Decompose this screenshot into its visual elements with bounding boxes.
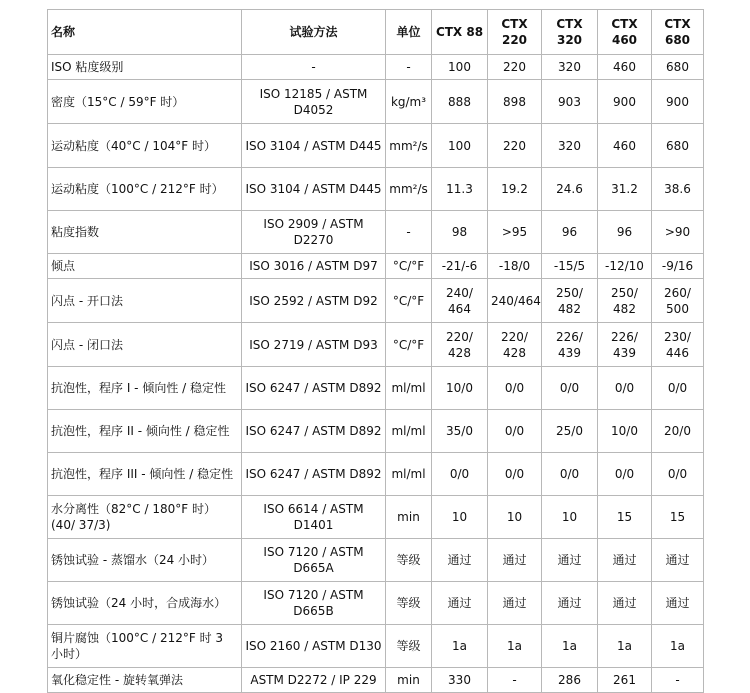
test-method: ISO 6247 / ASTM D892	[242, 410, 386, 453]
table-row	[48, 279, 704, 323]
value-ctx220: 220	[488, 55, 542, 80]
header-ctx460: CTX 460	[598, 10, 652, 55]
value-ctx320: 320	[542, 55, 598, 80]
unit-cell: °C/°F	[386, 323, 432, 367]
unit-cell: °C/°F	[386, 279, 432, 323]
value-ctx320: 24.6	[542, 168, 598, 211]
value-ctx220: 10	[488, 496, 542, 539]
value-ctx320: 0/0	[542, 453, 598, 496]
unit-cell: ml/ml	[386, 410, 432, 453]
value-ctx460: 250/ 482	[598, 279, 652, 323]
value-ctx680: 0/0	[652, 367, 704, 410]
table-row	[48, 211, 704, 254]
value-ctx220: 通过	[488, 539, 542, 582]
value-ctx460: 0/0	[598, 367, 652, 410]
value-ctx680: -9/16	[652, 254, 704, 279]
property-name: 闪点 - 开口法	[48, 279, 242, 323]
unit-cell: °C/°F	[386, 254, 432, 279]
table-row	[48, 367, 704, 410]
table-row	[48, 80, 704, 124]
value-ctx680: 0/0	[652, 453, 704, 496]
property-name: 倾点	[48, 254, 242, 279]
value-ctx680: 1a	[652, 625, 704, 668]
value-ctx88: 98	[432, 211, 488, 254]
value-ctx320: 250/ 482	[542, 279, 598, 323]
unit-cell: min	[386, 496, 432, 539]
test-method: ISO 7120 / ASTM D665A	[242, 539, 386, 582]
value-ctx88: 888	[432, 80, 488, 124]
header-ctx220: CTX 220	[488, 10, 542, 55]
value-ctx88: 11.3	[432, 168, 488, 211]
table-row	[48, 55, 704, 80]
value-ctx220: >95	[488, 211, 542, 254]
value-ctx320: -15/5	[542, 254, 598, 279]
unit-cell: kg/m³	[386, 80, 432, 124]
header-method: 试验方法	[242, 10, 386, 55]
value-ctx88: 通过	[432, 539, 488, 582]
value-ctx460: 96	[598, 211, 652, 254]
value-ctx680: 38.6	[652, 168, 704, 211]
value-ctx320: 10	[542, 496, 598, 539]
table-row	[48, 410, 704, 453]
value-ctx88: 100	[432, 55, 488, 80]
value-ctx460: 10/0	[598, 410, 652, 453]
value-ctx460: 261	[598, 668, 652, 693]
value-ctx88: 10/0	[432, 367, 488, 410]
value-ctx320: 226/ 439	[542, 323, 598, 367]
test-method: ISO 2160 / ASTM D130	[242, 625, 386, 668]
header-name: 名称	[48, 10, 242, 55]
table-row	[48, 668, 704, 693]
unit-cell: mm²/s	[386, 124, 432, 168]
test-method: ISO 3104 / ASTM D445	[242, 124, 386, 168]
unit-cell: 等级	[386, 539, 432, 582]
value-ctx220: -18/0	[488, 254, 542, 279]
value-ctx460: 0/0	[598, 453, 652, 496]
value-ctx460: 900	[598, 80, 652, 124]
test-method: ISO 2592 / ASTM D92	[242, 279, 386, 323]
unit-cell: ml/ml	[386, 453, 432, 496]
value-ctx88: -21/-6	[432, 254, 488, 279]
property-name: 水分离性（82°C / 180°F 时）(40/ 37/3)	[48, 496, 242, 539]
value-ctx320: 通过	[542, 539, 598, 582]
value-ctx220: -	[488, 668, 542, 693]
value-ctx460: -12/10	[598, 254, 652, 279]
value-ctx220: 898	[488, 80, 542, 124]
value-ctx680: >90	[652, 211, 704, 254]
test-method: ISO 6247 / ASTM D892	[242, 367, 386, 410]
table-row	[48, 453, 704, 496]
value-ctx680: 通过	[652, 582, 704, 625]
value-ctx88: 100	[432, 124, 488, 168]
property-name: 闪点 - 闭口法	[48, 323, 242, 367]
unit-cell: ml/ml	[386, 367, 432, 410]
property-name: 抗泡性，程序 III - 倾向性 / 稳定性	[48, 453, 242, 496]
spec-table	[47, 9, 704, 693]
value-ctx460: 226/ 439	[598, 323, 652, 367]
test-method: ISO 2719 / ASTM D93	[242, 323, 386, 367]
header-unit: 单位	[386, 10, 432, 55]
value-ctx460: 31.2	[598, 168, 652, 211]
value-ctx220: 0/0	[488, 367, 542, 410]
value-ctx320: 96	[542, 211, 598, 254]
header-ctx680: CTX 680	[652, 10, 704, 55]
value-ctx88: 240/ 464	[432, 279, 488, 323]
value-ctx320: 1a	[542, 625, 598, 668]
value-ctx680: 900	[652, 80, 704, 124]
value-ctx220: 0/0	[488, 410, 542, 453]
unit-cell: 等级	[386, 625, 432, 668]
test-method: -	[242, 55, 386, 80]
test-method: ISO 6614 / ASTM D1401	[242, 496, 386, 539]
test-method: ISO 6247 / ASTM D892	[242, 453, 386, 496]
test-method: ISO 3104 / ASTM D445	[242, 168, 386, 211]
property-name: 运动粘度（40°C / 104°F 时）	[48, 124, 242, 168]
value-ctx220: 0/0	[488, 453, 542, 496]
property-name: 铜片腐蚀（100°C / 212°F 时 3 小时）	[48, 625, 242, 668]
test-method: ISO 7120 / ASTM D665B	[242, 582, 386, 625]
value-ctx460: 15	[598, 496, 652, 539]
value-ctx680: 230/ 446	[652, 323, 704, 367]
value-ctx220: 通过	[488, 582, 542, 625]
property-name: 抗泡性，程序 I - 倾向性 / 稳定性	[48, 367, 242, 410]
property-name: 锈蚀试验 - 蒸馏水（24 小时）	[48, 539, 242, 582]
value-ctx680: 20/0	[652, 410, 704, 453]
value-ctx320: 0/0	[542, 367, 598, 410]
value-ctx680: 通过	[652, 539, 704, 582]
value-ctx320: 320	[542, 124, 598, 168]
value-ctx88: 0/0	[432, 453, 488, 496]
value-ctx460: 通过	[598, 582, 652, 625]
unit-cell: min	[386, 668, 432, 693]
table-row	[48, 124, 704, 168]
table-row	[48, 168, 704, 211]
property-name: 密度（15°C / 59°F 时）	[48, 80, 242, 124]
value-ctx220: 19.2	[488, 168, 542, 211]
table-row	[48, 254, 704, 279]
value-ctx460: 460	[598, 55, 652, 80]
value-ctx680: 680	[652, 55, 704, 80]
value-ctx220: 1a	[488, 625, 542, 668]
table-row	[48, 625, 704, 668]
unit-cell: mm²/s	[386, 168, 432, 211]
property-name: 氧化稳定性 - 旋转氧弹法	[48, 668, 242, 693]
value-ctx460: 460	[598, 124, 652, 168]
value-ctx680: 260/ 500	[652, 279, 704, 323]
value-ctx88: 330	[432, 668, 488, 693]
property-name: 抗泡性，程序 II - 倾向性 / 稳定性	[48, 410, 242, 453]
table-row	[48, 539, 704, 582]
test-method: ISO 2909 / ASTM D2270	[242, 211, 386, 254]
value-ctx320: 通过	[542, 582, 598, 625]
value-ctx88: 1a	[432, 625, 488, 668]
value-ctx88: 220/ 428	[432, 323, 488, 367]
value-ctx220: 220	[488, 124, 542, 168]
property-name: 粘度指数	[48, 211, 242, 254]
table-row	[48, 582, 704, 625]
value-ctx460: 1a	[598, 625, 652, 668]
value-ctx88: 10	[432, 496, 488, 539]
value-ctx320: 25/0	[542, 410, 598, 453]
property-name: 运动粘度（100°C / 212°F 时）	[48, 168, 242, 211]
value-ctx680: 15	[652, 496, 704, 539]
value-ctx220: 240/464	[488, 279, 542, 323]
table-row	[48, 323, 704, 367]
unit-cell: -	[386, 55, 432, 80]
value-ctx460: 通过	[598, 539, 652, 582]
unit-cell: 等级	[386, 582, 432, 625]
test-method: ISO 12185 / ASTM D4052	[242, 80, 386, 124]
value-ctx320: 286	[542, 668, 598, 693]
value-ctx320: 903	[542, 80, 598, 124]
test-method: ASTM D2272 / IP 229	[242, 668, 386, 693]
spec-table-container	[47, 9, 704, 693]
value-ctx680: 680	[652, 124, 704, 168]
unit-cell: -	[386, 211, 432, 254]
value-ctx220: 220/ 428	[488, 323, 542, 367]
property-name: ISO 粘度级别	[48, 55, 242, 80]
value-ctx680: -	[652, 668, 704, 693]
header-ctx88: CTX 88	[432, 10, 488, 55]
table-row	[48, 496, 704, 539]
value-ctx88: 35/0	[432, 410, 488, 453]
property-name: 锈蚀试验（24 小时，合成海水）	[48, 582, 242, 625]
test-method: ISO 3016 / ASTM D97	[242, 254, 386, 279]
header-ctx320: CTX 320	[542, 10, 598, 55]
table-header-row	[48, 10, 704, 55]
value-ctx88: 通过	[432, 582, 488, 625]
